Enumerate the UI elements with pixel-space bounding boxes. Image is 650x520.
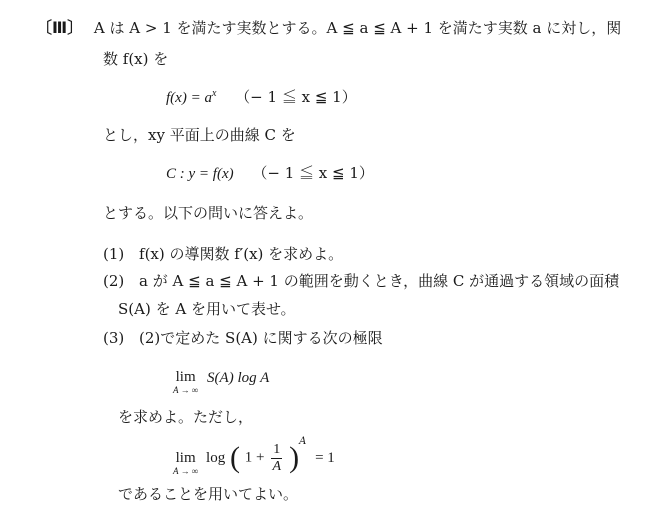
text-after-limit-1: を求めよ。ただし， xyxy=(118,408,254,426)
problem-header xyxy=(36,20,621,36)
limit-expression-2 xyxy=(173,437,335,476)
problem-intro-line-3: とし，xy 平面上の曲線 C を xyxy=(103,126,296,144)
formula-c-main: C : y = f(x) xyxy=(166,166,234,182)
formula-f-main: f(x) = a xyxy=(166,90,212,106)
question-2-label: (2) xyxy=(103,272,125,290)
problem-intro-line-4: とする。以下の問いに答えよ。 xyxy=(103,204,314,222)
limit-2-lim: lim xyxy=(175,450,196,466)
formula-f-exponent: x xyxy=(211,88,217,99)
formula-c xyxy=(166,166,374,182)
problem-intro-line-2: 数 f(x) を xyxy=(103,50,169,68)
limit-2-log: log xyxy=(206,450,226,466)
limit-2-exponent: A xyxy=(299,436,307,447)
limit-2-fraction-numerator: 1 xyxy=(273,441,281,457)
formula-f-range: （− 1 ≦ x ≦ 1） xyxy=(235,88,357,106)
limit-expression-1 xyxy=(173,370,269,395)
limit-2-fraction-denominator: A xyxy=(272,458,282,474)
formula-c-range: （− 1 ≦ x ≦ 1） xyxy=(252,164,374,182)
question-1-label: (1) xyxy=(103,245,125,263)
problem-number: 〔Ⅲ〕 xyxy=(36,18,84,37)
question-2-text: a が A ≦ a ≦ A + 1 の範囲を動くとき，曲線 C が通過する領域の面積 xyxy=(139,272,620,290)
question-2-text-line-2: S(A) を A を用いて表せ。 xyxy=(118,300,296,318)
limit-2-open-paren: ( xyxy=(230,441,240,474)
limit-2-fraction xyxy=(271,443,282,474)
question-1-text: f(x) の導関数 f′(x) を求めよ。 xyxy=(139,245,344,263)
formula-f xyxy=(166,90,357,106)
question-3-label: (3) xyxy=(103,329,125,347)
limit-1-expression: S(A) log A xyxy=(207,370,270,386)
limit-2-operator xyxy=(173,451,198,476)
limit-2-inner: 1 + xyxy=(244,449,265,466)
limit-2-subscript: A → ∞ xyxy=(173,466,199,476)
limit-2-close-paren: ) xyxy=(289,441,300,474)
question-3 xyxy=(103,331,383,346)
problem-intro-line-1: A は A > 1 を満たす実数とする。A ≦ a ≦ A + 1 を満たす実数 a に対し，関 xyxy=(93,19,622,37)
question-2 xyxy=(103,274,619,289)
limit-1-subscript: A → ∞ xyxy=(173,385,199,395)
question-3-text: (2)で定めた S(A) に関する次の極限 xyxy=(139,329,383,347)
limit-2-equals: = 1 xyxy=(315,449,335,466)
closing-text: であることを用いてよい。 xyxy=(118,485,299,503)
limit-1-operator xyxy=(173,370,198,395)
limit-1-lim: lim xyxy=(175,369,196,385)
question-1 xyxy=(103,247,343,262)
